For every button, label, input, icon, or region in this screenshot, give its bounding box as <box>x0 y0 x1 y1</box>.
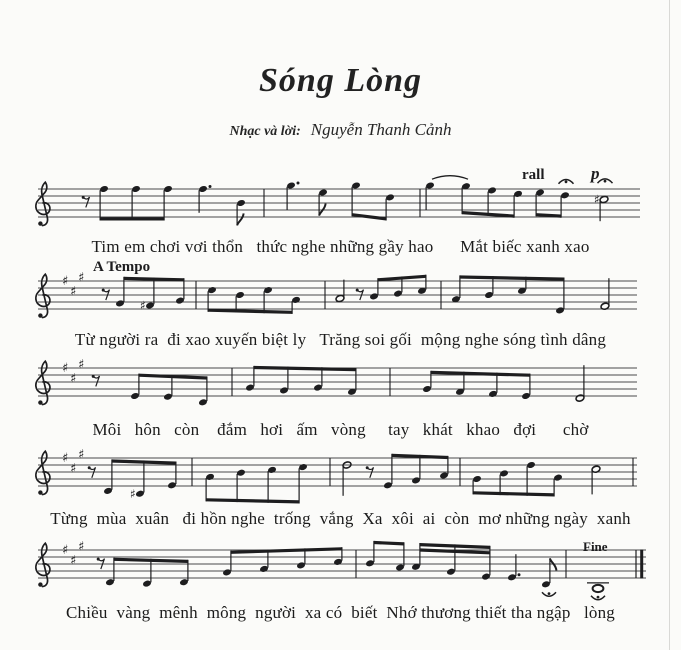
svg-text:♯: ♯ <box>70 461 77 477</box>
lyrics-line-4: Từng mùa xuân đi hồn nghe trống vắng Xa xôi ai còn mơ những ngày xanh <box>50 509 631 528</box>
dynamic-marking-piano: p <box>591 164 600 183</box>
svg-text:♯: ♯ <box>70 553 77 569</box>
tempo-marking-a-tempo: A Tempo <box>93 259 151 275</box>
svg-text:♯: ♯ <box>62 274 69 290</box>
composer-name: Nguyễn Thanh Cảnh <box>310 120 452 139</box>
svg-text:♯: ♯ <box>78 539 85 555</box>
svg-text:♯: ♯ <box>78 447 85 463</box>
svg-text:♯: ♯ <box>62 543 69 559</box>
staff-system-1 <box>36 176 640 226</box>
lyrics-line-5: Chiều vàng mênh mông người xa có biết Nhớ thương thiết tha ngập lòng <box>66 603 615 622</box>
scan-edge-line <box>669 0 670 650</box>
svg-text:♯: ♯ <box>62 361 69 377</box>
staff-system-5 <box>36 540 646 600</box>
tempo-marking-rall: rall <box>522 167 545 183</box>
svg-text:♯: ♯ <box>594 192 600 207</box>
svg-text:♯: ♯ <box>140 298 146 313</box>
svg-text:♯: ♯ <box>130 486 136 501</box>
lyrics-line-3: Môi hôn còn đắm hơi ấm vòng tay khát khao đợi chờ <box>92 420 589 439</box>
song-title: Sóng Lòng <box>259 62 422 99</box>
staff-system-2 <box>36 271 637 318</box>
credit-line <box>0 120 681 140</box>
lyrics-line-2: Từ người ra đi xao xuyến biệt ly Trăng soi gối mộng nghe sóng tình dâng <box>74 330 607 349</box>
credit-label: Nhạc và lời: <box>229 124 301 139</box>
svg-text:♯: ♯ <box>78 357 85 373</box>
staff-system-4 <box>36 448 637 504</box>
lyrics-line-1: Tim em chơi vơi thổn thức nghe những gầy hao Mắt biếc xanh xao <box>91 237 590 256</box>
svg-text:♯: ♯ <box>78 270 85 286</box>
fine-marking: Fine <box>583 539 608 554</box>
svg-text:♯: ♯ <box>62 451 69 467</box>
staff-system-3 <box>36 358 637 407</box>
svg-text:♯: ♯ <box>70 284 77 300</box>
svg-text:♯: ♯ <box>70 371 77 387</box>
